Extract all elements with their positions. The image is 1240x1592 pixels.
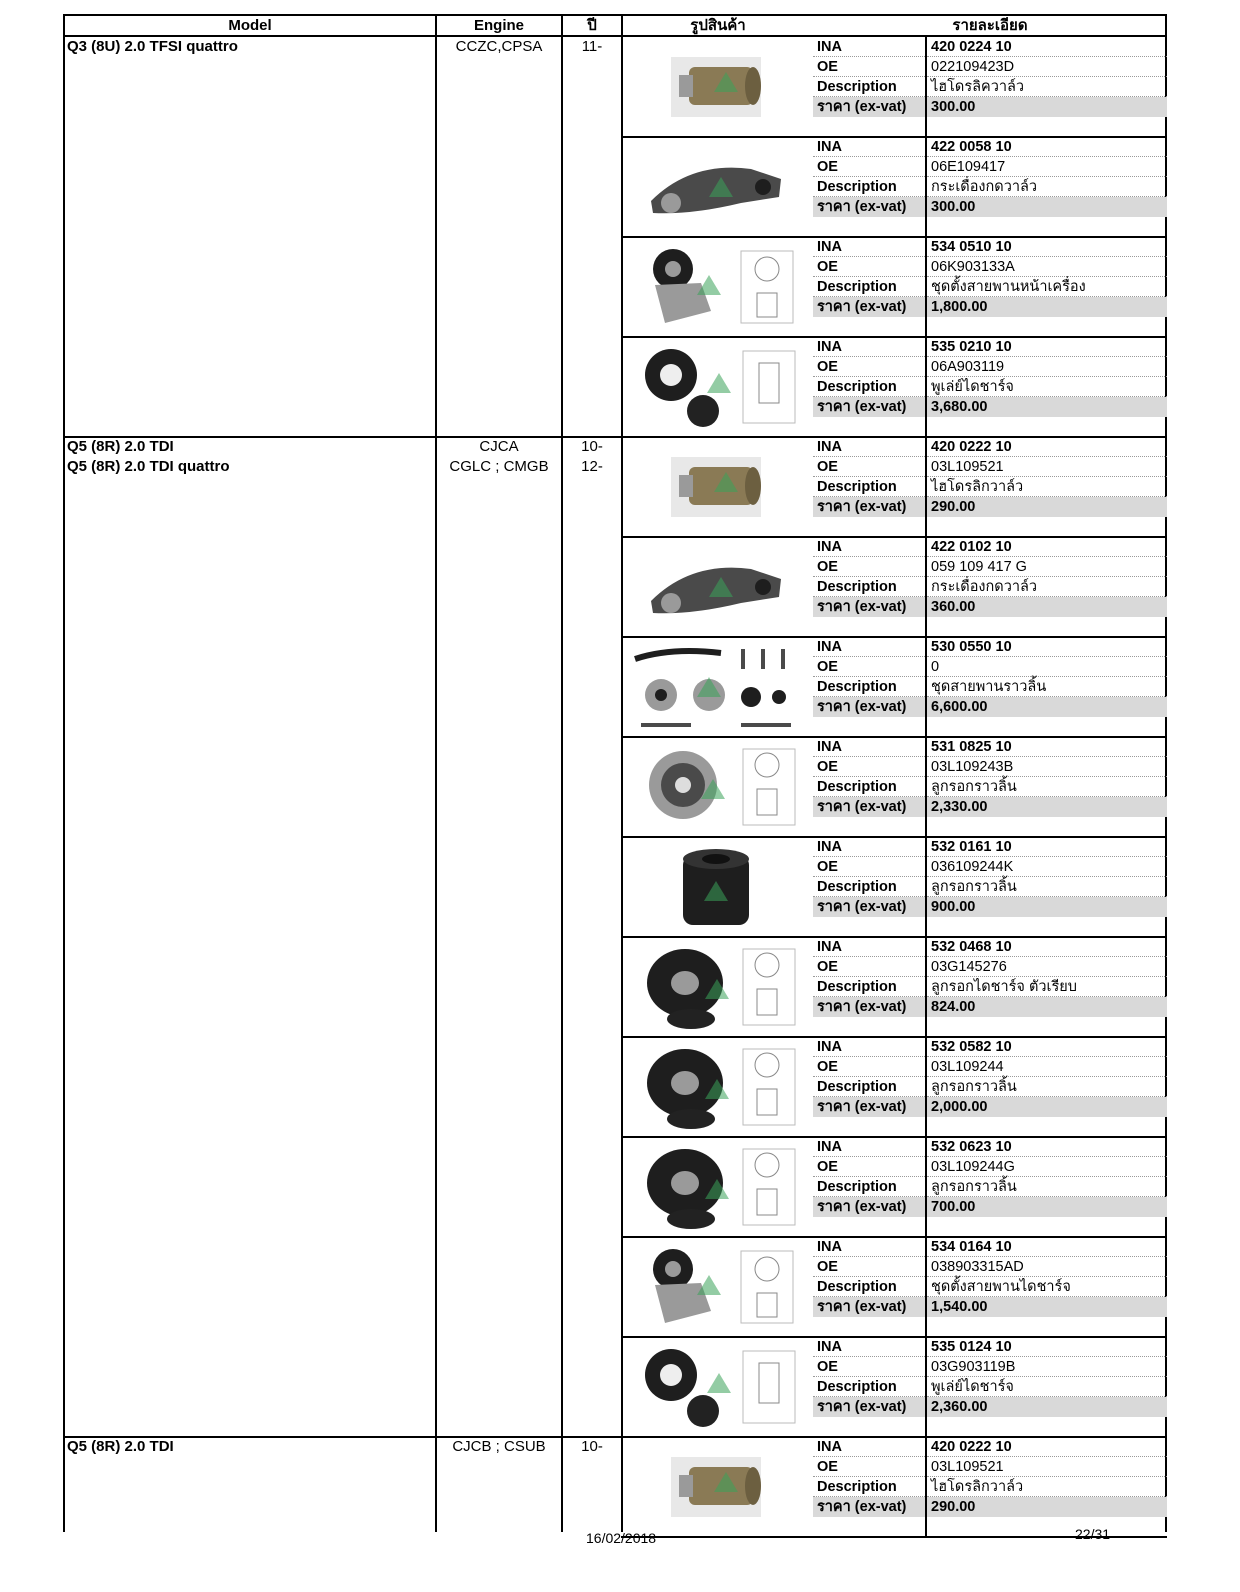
description-label: Description (813, 1177, 925, 1197)
oe-number: 036109244K (927, 857, 1167, 877)
oe-number: 06K903133A (927, 257, 1167, 277)
price-value: 290.00 (927, 497, 1167, 517)
oe-number: 059 109 417 G (927, 557, 1167, 577)
oe-label: OE (813, 1257, 925, 1277)
price-value: 6,600.00 (927, 697, 1167, 717)
idler-pulley-icon (631, 941, 801, 1033)
ina-part-number: 532 0468 10 (927, 937, 1167, 957)
header-engine: Engine (473, 17, 524, 34)
oe-number: 03L109244G (927, 1157, 1167, 1177)
oe-number: 03G145276 (927, 957, 1167, 977)
ina-label: INA (813, 137, 925, 157)
hydraulic-lifter-icon (631, 1441, 801, 1533)
idler-pulley-icon (631, 1141, 801, 1233)
oe-number: 038903315AD (927, 1257, 1167, 1277)
product-description: กระเดื่องกดวาล์ว (927, 577, 1167, 597)
col-divider-year (561, 14, 563, 1532)
ina-label: INA (813, 537, 925, 557)
timing-belt-kit-icon (631, 641, 801, 733)
ina-part-number: 531 0825 10 (927, 737, 1167, 757)
price-label: ราคา (ex-vat) (813, 97, 925, 117)
ina-part-number: 534 0510 10 (927, 237, 1167, 257)
oe-label: OE (813, 857, 925, 877)
price-label: ราคา (ex-vat) (813, 1297, 925, 1317)
price-label: ราคา (ex-vat) (813, 697, 925, 717)
product-row (623, 537, 1167, 637)
product-description: ไฮโดรลิควาล์ว (927, 77, 1167, 97)
ina-part-number: 532 0582 10 (927, 1037, 1167, 1057)
footer-date: 16/02/2018 (586, 1530, 657, 1546)
ina-part-number: 420 0224 10 (927, 37, 1167, 57)
product-description: ไฮโดรลิกวาล์ว (927, 477, 1167, 497)
ina-part-number: 420 0222 10 (927, 1437, 1167, 1457)
product-row (623, 1237, 1167, 1337)
description-label: Description (813, 1277, 925, 1297)
ina-part-number: 422 0058 10 (927, 137, 1167, 157)
product-description: ลูกรอกราวลิ้น (927, 1077, 1167, 1097)
price-value: 1,540.00 (927, 1297, 1167, 1317)
description-label: Description (813, 577, 925, 597)
product-row (623, 937, 1167, 1037)
description-label: Description (813, 477, 925, 497)
ina-label: INA (813, 1437, 925, 1457)
idler-roller-icon (631, 841, 801, 933)
oe-number: 03L109521 (927, 457, 1167, 477)
ina-label: INA (813, 1337, 925, 1357)
ina-label: INA (813, 637, 925, 657)
price-value: 300.00 (927, 197, 1167, 217)
product-description: ลูกรอกราวลิ้น (927, 1177, 1167, 1197)
ina-label: INA (813, 337, 925, 357)
product-row (623, 137, 1167, 237)
ina-label: INA (813, 1137, 925, 1157)
oe-label: OE (813, 1057, 925, 1077)
oe-number: 022109423D (927, 57, 1167, 77)
description-label: Description (813, 1477, 925, 1497)
price-label: ราคา (ex-vat) (813, 597, 925, 617)
price-label: ราคา (ex-vat) (813, 1197, 925, 1217)
hydraulic-lifter-icon (631, 41, 801, 133)
product-row (623, 337, 1167, 437)
price-label: ราคา (ex-vat) (813, 797, 925, 817)
product-row (623, 837, 1167, 937)
oe-label: OE (813, 657, 925, 677)
price-value: 824.00 (927, 997, 1167, 1017)
product-row (623, 737, 1167, 837)
description-label: Description (813, 377, 925, 397)
ina-label: INA (813, 437, 925, 457)
price-value: 700.00 (927, 1197, 1167, 1217)
ina-label: INA (813, 237, 925, 257)
oe-label: OE (813, 1357, 925, 1377)
tensioner-pulley-icon (631, 741, 801, 833)
model-name: Q5 (8R) 2.0 TDI (67, 1438, 174, 1455)
col-divider-engine (435, 14, 437, 1532)
year-range: 10- (581, 1438, 603, 1455)
engine-code: CJCA (479, 438, 519, 455)
product-description: ชุดตั้งสายพานหน้าเครื่อง (927, 277, 1167, 297)
price-value: 2,000.00 (927, 1097, 1167, 1117)
ina-part-number: 534 0164 10 (927, 1237, 1167, 1257)
footer-page-number: 22/31 (1075, 1526, 1111, 1542)
product-row (623, 637, 1167, 737)
oe-label: OE (813, 557, 925, 577)
oe-label: OE (813, 257, 925, 277)
price-value: 2,360.00 (927, 1397, 1167, 1417)
price-value: 2,330.00 (927, 797, 1167, 817)
ina-label: INA (813, 737, 925, 757)
price-label: ราคา (ex-vat) (813, 997, 925, 1017)
table-left-border (63, 14, 65, 1532)
ina-part-number: 535 0124 10 (927, 1337, 1167, 1357)
product-row (623, 237, 1167, 337)
price-value: 3,680.00 (927, 397, 1167, 417)
product-description: ไฮโดรลิกวาล์ว (927, 1477, 1167, 1497)
alternator-pulley-icon (631, 341, 801, 433)
product-description: พูเล่ย์ไดชาร์จ (927, 377, 1167, 397)
oe-number: 06A903119 (927, 357, 1167, 377)
header-model: Model (228, 17, 272, 34)
oe-label: OE (813, 157, 925, 177)
description-label: Description (813, 777, 925, 797)
ina-label: INA (813, 1037, 925, 1057)
price-label: ราคา (ex-vat) (813, 897, 925, 917)
table-top-border (63, 14, 1167, 16)
oe-number: 03L109244 (927, 1057, 1167, 1077)
header-detail: รายละเอียด (952, 17, 1028, 34)
oe-label: OE (813, 457, 925, 477)
price-value: 900.00 (927, 897, 1167, 917)
oe-label: OE (813, 357, 925, 377)
price-label: ราคา (ex-vat) (813, 1397, 925, 1417)
oe-label: OE (813, 57, 925, 77)
rocker-arm-icon (631, 141, 801, 233)
product-row (623, 1437, 1167, 1537)
price-label: ราคา (ex-vat) (813, 297, 925, 317)
price-value: 300.00 (927, 97, 1167, 117)
hydraulic-lifter-icon (631, 441, 801, 533)
description-label: Description (813, 177, 925, 197)
product-row (623, 1037, 1167, 1137)
description-label: Description (813, 277, 925, 297)
price-value: 360.00 (927, 597, 1167, 617)
model-name: Q3 (8U) 2.0 TFSI quattro (67, 38, 238, 55)
product-description: ชุดตั้งสายพานไดชาร์จ (927, 1277, 1167, 1297)
ina-label: INA (813, 837, 925, 857)
product-row (623, 1137, 1167, 1237)
model-name: Q5 (8R) 2.0 TDI (67, 438, 174, 455)
product-row (623, 37, 1167, 137)
header-year: ปี (587, 17, 597, 34)
ina-part-number: 530 0550 10 (927, 637, 1167, 657)
year-range: 11- (581, 38, 603, 55)
product-description: พูเล่ย์ไดชาร์จ (927, 1377, 1167, 1397)
ina-label: INA (813, 1237, 925, 1257)
belt-tensioner-icon (631, 1241, 801, 1333)
oe-label: OE (813, 757, 925, 777)
product-description: ลูกรอกราวลิ้น (927, 877, 1167, 897)
idler-pulley-icon (631, 1041, 801, 1133)
oe-number: 0 (927, 657, 1167, 677)
product-description: ลูกรอกไดชาร์จ ตัวเรียบ (927, 977, 1167, 997)
engine-code: CGLC ; CMGB (449, 458, 549, 475)
product-description: ชุดสายพานราวลิ้น (927, 677, 1167, 697)
year-range: 10- (581, 438, 603, 455)
product-row (623, 437, 1167, 537)
price-label: ราคา (ex-vat) (813, 497, 925, 517)
price-label: ราคา (ex-vat) (813, 1097, 925, 1117)
rocker-arm-icon (631, 541, 801, 633)
ina-part-number: 535 0210 10 (927, 337, 1167, 357)
oe-number: 06E109417 (927, 157, 1167, 177)
ina-part-number: 422 0102 10 (927, 537, 1167, 557)
ina-label: INA (813, 937, 925, 957)
engine-code: CCZC,CPSA (455, 38, 543, 55)
oe-number: 03G903119B (927, 1357, 1167, 1377)
ina-part-number: 532 0623 10 (927, 1137, 1167, 1157)
description-label: Description (813, 1377, 925, 1397)
price-value: 1,800.00 (927, 297, 1167, 317)
oe-number: 03L109521 (927, 1457, 1167, 1477)
ina-label: INA (813, 37, 925, 57)
ina-part-number: 420 0222 10 (927, 437, 1167, 457)
description-label: Description (813, 877, 925, 897)
description-label: Description (813, 977, 925, 997)
price-label: ราคา (ex-vat) (813, 1497, 925, 1517)
engine-code: CJCB ; CSUB (452, 1438, 546, 1455)
price-label: ราคา (ex-vat) (813, 397, 925, 417)
product-row (623, 1337, 1167, 1437)
product-description: ลูกรอกราวลิ้น (927, 777, 1167, 797)
belt-tensioner-icon (631, 241, 801, 333)
description-label: Description (813, 1077, 925, 1097)
model-name: Q5 (8R) 2.0 TDI quattro (67, 458, 230, 475)
description-label: Description (813, 77, 925, 97)
oe-label: OE (813, 957, 925, 977)
oe-label: OE (813, 1457, 925, 1477)
year-range: 12- (581, 458, 603, 475)
price-value: 290.00 (927, 1497, 1167, 1517)
price-label: ราคา (ex-vat) (813, 197, 925, 217)
oe-number: 03L109243B (927, 757, 1167, 777)
ina-part-number: 532 0161 10 (927, 837, 1167, 857)
description-label: Description (813, 677, 925, 697)
oe-label: OE (813, 1157, 925, 1177)
alternator-pulley-icon (631, 1341, 801, 1433)
product-description: กระเดื่องกดวาล์ว (927, 177, 1167, 197)
header-image: รูปสินค้า (690, 17, 746, 34)
